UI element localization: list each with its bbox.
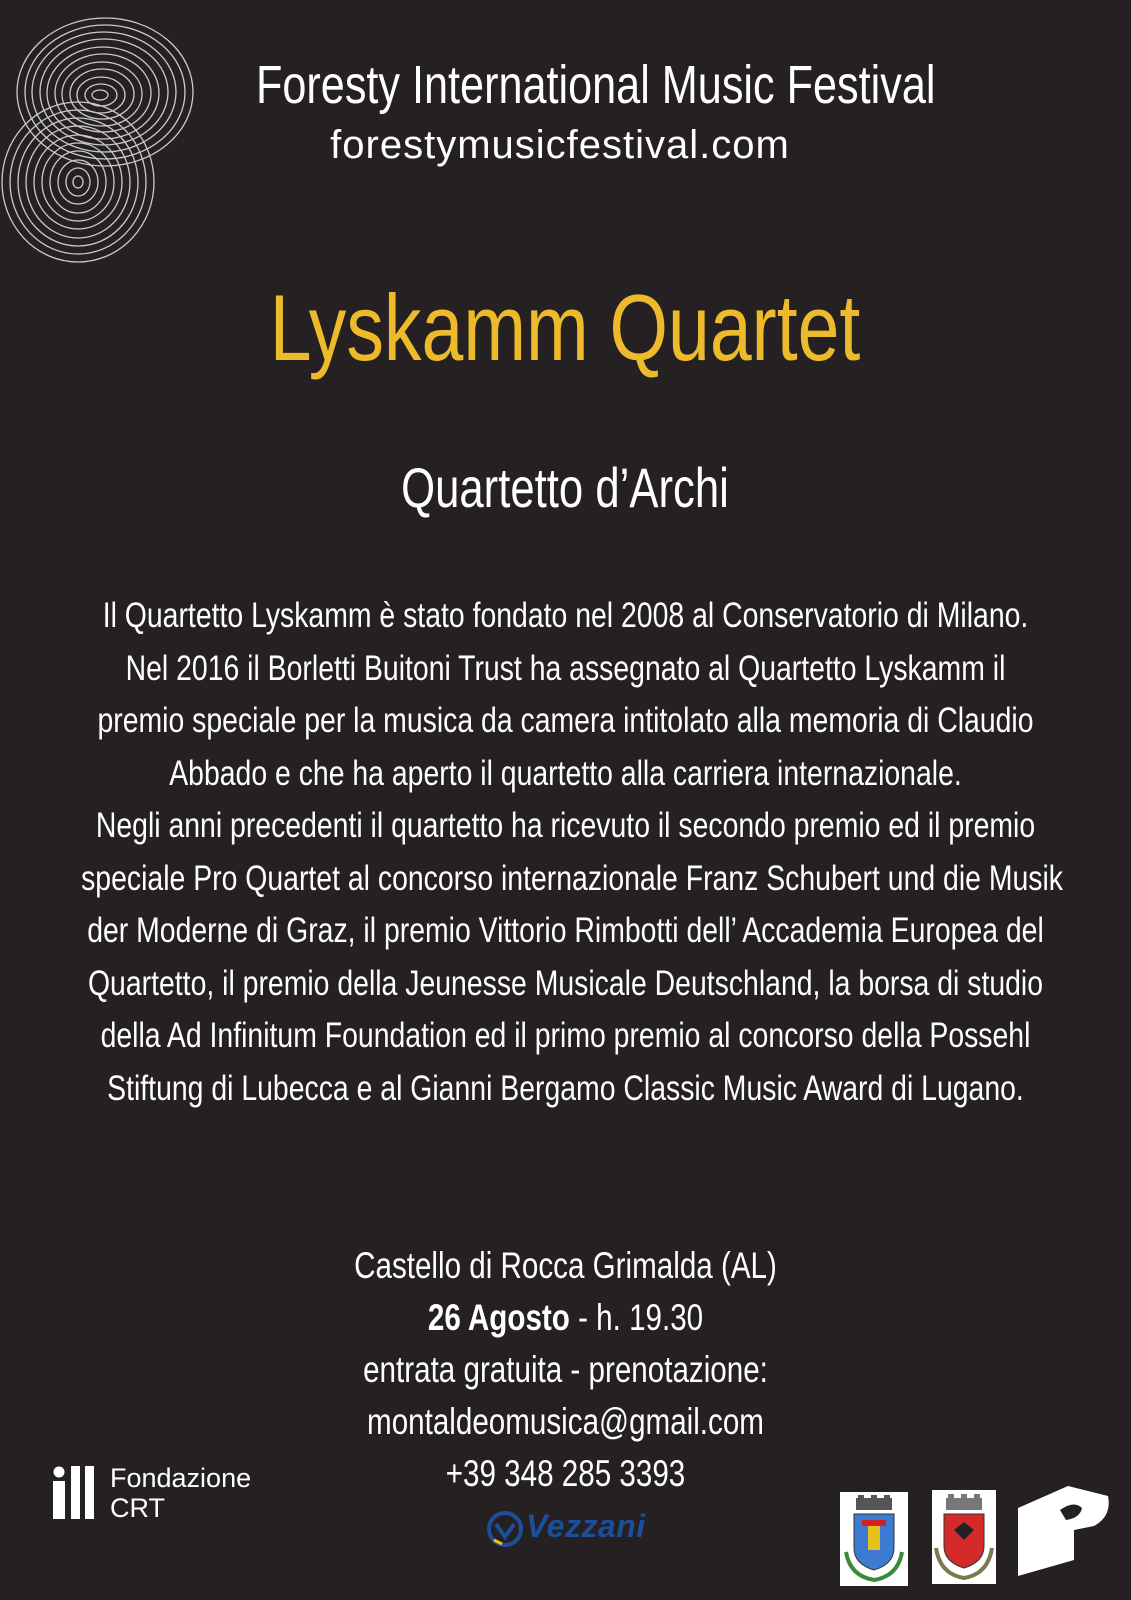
entry-info: entrata gratuita - prenotazione: — [363, 1349, 768, 1390]
booking-email[interactable]: montaldeomusica@gmail.com — [367, 1401, 764, 1442]
bio-line: Stiftung di Lubecca e al Gianni Bergamo Classic Music Award di Lugano. — [107, 1067, 1024, 1108]
bio-line: der Moderne di Graz, il premio Vittorio Rimbotti dell’ Accademia Europea del — [87, 910, 1044, 950]
municipal-crest-1-icon — [840, 1492, 908, 1586]
event-date: 26 Agosto — [427, 1297, 570, 1338]
date-time — [305, 1292, 826, 1344]
vezzani-logo — [486, 1510, 676, 1550]
fondazione-crt-logo — [50, 1463, 270, 1523]
venue: Castello di Rocca Grimalda (AL) — [354, 1245, 777, 1286]
p-logo-icon — [1016, 1482, 1112, 1578]
bio-line: Nel 2016 il Borletti Buitoni Trust ha assegnato al Quartetto Lyskamm il — [125, 647, 1006, 688]
event-time: - h. 19.30 — [569, 1297, 704, 1338]
vezzani-text: Vezzani — [526, 1508, 646, 1544]
festival-title: Foresty International Music Festival — [256, 55, 936, 115]
bio-line: speciale Pro Quartet al concorso internazionale Franz Schubert und die Musik — [81, 857, 1064, 898]
biography-text — [81, 589, 1064, 1114]
bio-line: Quartetto, il premio della Jeunesse Musicale Deutschland, la borsa di studio — [87, 962, 1044, 1003]
bio-line: Il Quartetto Lyskamm è stato fondato nel 2008 al Conservatorio di Milano. — [102, 595, 1029, 635]
vezzani-emblem-icon — [486, 1510, 524, 1548]
event-title: Lyskamm Quartet — [269, 275, 861, 380]
crt-line2: CRT — [110, 1493, 166, 1523]
bio-line: Negli anni precedenti il quartetto ha ricevuto il secondo premio ed il premio — [95, 805, 1036, 845]
festival-rings-logo — [0, 10, 200, 270]
bio-line: Abbado e che ha aperto il quartetto alla carriera internazionale. — [169, 752, 962, 793]
bio-line: della Ad Infinitum Foundation ed il primo premio al concorso della Possehl — [100, 1015, 1031, 1055]
bio-line: premio speciale per la musica da camera intitolato alla memoria di Claudio — [97, 700, 1034, 740]
booking-phone[interactable]: +39 348 285 3393 — [445, 1453, 686, 1494]
festival-website[interactable]: forestymusicfestival.com — [330, 123, 790, 167]
crt-text — [110, 1463, 251, 1523]
municipal-crest-2-icon — [932, 1490, 996, 1584]
event-info — [305, 1240, 826, 1500]
event-subtitle: Quartetto d’Archi — [401, 456, 729, 519]
crt-line1: Fondazione — [110, 1463, 252, 1493]
crt-bars-icon — [50, 1466, 100, 1520]
